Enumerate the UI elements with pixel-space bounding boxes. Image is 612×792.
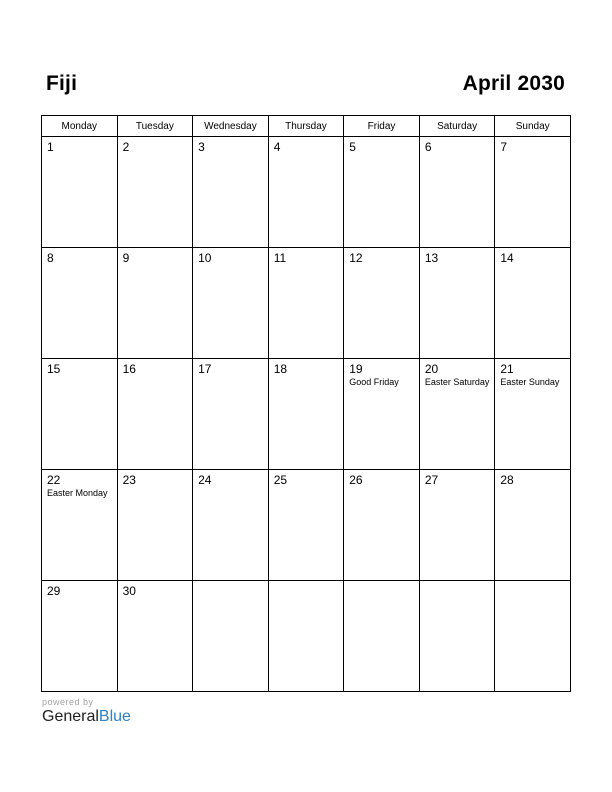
day-cell [268,359,344,470]
weekday-header: Tuesday [117,116,193,137]
day-number: 29 [47,584,61,598]
day-number: 6 [424,140,432,154]
day-number: 12 [349,251,363,265]
generalblue-logo [42,707,131,727]
day-cell [344,359,420,470]
holiday-label: Easter Monday [47,488,108,498]
day-cell [193,581,269,692]
weekday-header: Sunday [495,116,571,137]
day-number: 3 [198,140,205,154]
day-number: 8 [47,251,54,265]
day-cell [344,581,420,692]
day-number: 2 [122,140,130,154]
day-number: 19 [349,362,363,376]
day-cell [193,470,269,581]
holiday-label: Easter Saturday [424,377,490,387]
day-cell [193,248,269,359]
day-number: 18 [273,362,288,376]
holiday-label: Easter Sunday [500,377,560,387]
day-cell [344,137,420,248]
day-number: 5 [349,140,356,154]
day-number: 27 [424,473,439,487]
brand-name-part1: General [42,708,99,725]
day-number: 30 [122,584,136,598]
day-cell [42,470,118,581]
week-row [42,470,571,581]
day-cell [344,248,420,359]
day-cell [193,137,269,248]
footer-branding [42,697,131,727]
country-title: Fiji [46,72,78,95]
day-cell [117,581,193,692]
day-number: 10 [198,251,212,265]
day-number: 9 [122,251,130,265]
weekday-header: Monday [42,116,118,137]
day-number [193,581,268,584]
day-cell [117,248,193,359]
day-number: 21 [500,362,514,376]
day-cell [42,248,118,359]
brand-name-part2: Blue [98,708,131,725]
day-cell [344,470,420,581]
day-cell [419,581,495,692]
day-number: 1 [47,140,54,154]
day-cell [495,248,571,359]
day-number: 28 [500,473,514,487]
day-number: 7 [500,140,508,154]
day-cell [419,470,495,581]
day-number: 26 [349,473,363,487]
week-row [42,581,571,692]
week-row [42,248,571,359]
day-cell [42,581,118,692]
day-cell [268,248,344,359]
calendar-body [42,137,571,692]
weekday-header: Friday [344,116,420,137]
weekday-header: Saturday [419,116,495,137]
day-cell [117,470,193,581]
day-number: 14 [500,251,514,265]
day-number: 4 [273,140,281,154]
holiday-label: Good Friday [349,377,399,387]
day-number: 16 [122,362,136,376]
day-number: 24 [198,473,212,487]
day-cell [495,581,571,692]
day-cell [419,248,495,359]
weekday-header-row [42,116,571,137]
day-number [420,581,495,584]
day-number: 23 [122,473,136,487]
weekday-header: Wednesday [193,116,269,137]
day-number: 11 [273,251,287,265]
day-number: 17 [198,362,212,376]
day-number [495,581,570,584]
day-cell [117,137,193,248]
day-number: 15 [47,362,61,376]
day-number: 22 [47,473,61,487]
day-cell [42,137,118,248]
day-number [344,581,419,584]
day-number: 25 [273,473,288,487]
day-number: 20 [424,362,439,376]
weekday-header: Thursday [268,116,344,137]
day-cell [268,470,344,581]
week-row [42,359,571,470]
day-cell [495,137,571,248]
day-number: 13 [424,251,439,265]
day-cell [495,470,571,581]
day-cell [268,137,344,248]
day-cell [193,359,269,470]
month-year-title: April 2030 [462,72,565,95]
day-cell [419,137,495,248]
day-cell [268,581,344,692]
calendar-grid [41,115,571,692]
day-number [269,581,344,584]
day-cell [42,359,118,470]
day-cell [117,359,193,470]
powered-by-text: powered by [42,697,94,707]
day-cell [419,359,495,470]
day-cell [495,359,571,470]
week-row [42,137,571,248]
